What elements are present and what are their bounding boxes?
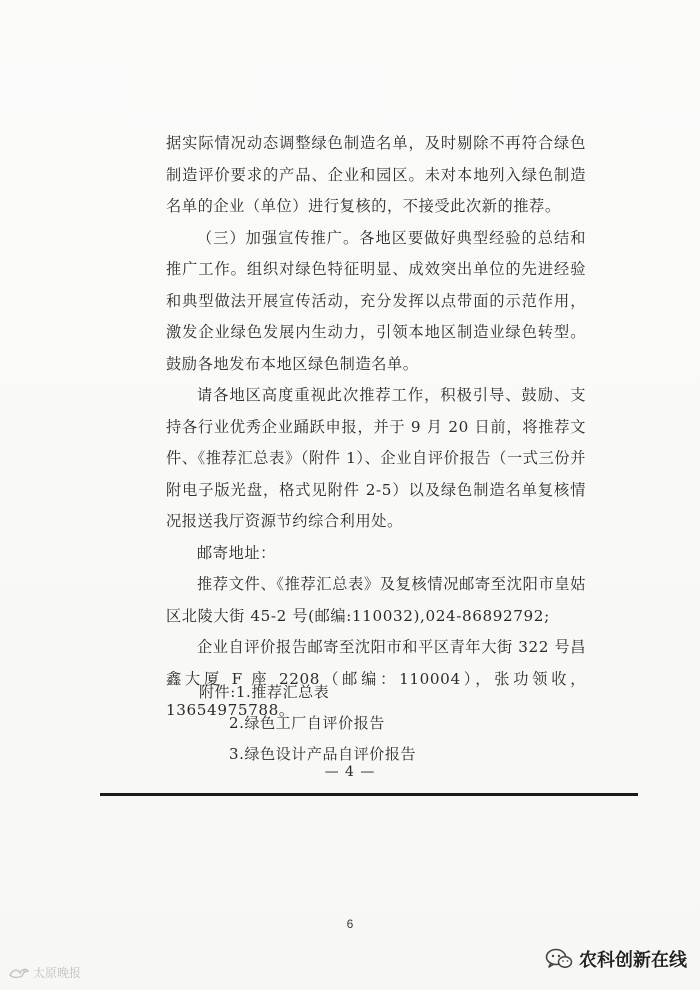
paragraph-publicity: （三）加强宣传推广。各地区要做好典型经验的总结和推广工作。组织对绿色特征明显、成效突出单位的先进经验和典型做法开展宣传活动，充分发挥以点带面的示范作用，激发企业绿色发展内生动力，引领本地区制造业绿色转型。鼓励各地发布本地区绿色制造名单。 <box>166 228 586 373</box>
paragraph-request: 请各地区高度重视此次推荐工作，积极引导、鼓励、支持各行业优秀企业踊跃申报，并于 9 月 20 日前，将推荐文件、《推荐汇总表》（附件 1）、企业自评价报告（一式三份并附电子版光盘，格式见附件 2-5）以及绿色制造名单复核情况报送我厅资源节约综合利用处。 <box>166 386 586 530</box>
mailing-address-heading: 邮寄地址： <box>197 543 276 562</box>
attachment-2: 2.绿色工厂自评价报告 <box>229 714 385 732</box>
wechat-icon <box>545 948 573 970</box>
page-number: — 4 — <box>324 764 376 780</box>
watermark-right <box>545 946 687 972</box>
body-text <box>166 128 586 727</box>
watermark-left-text: 太原晚报 <box>33 966 82 980</box>
watermark-right-text: 农科创新在线 <box>579 950 687 971</box>
mailing-address-1: 推荐文件、《推荐汇总表》及复核情况邮寄至沈阳市皇姑区北陵大街 45-2 号(邮编:110032),024-86892792; <box>166 575 586 625</box>
watermark-left <box>8 964 81 981</box>
bird-logo-icon <box>8 965 30 981</box>
attachments-list <box>199 677 416 770</box>
mailing-address-2: 企业自评价报告邮寄至沈阳市和平区青年大街 322 号昌鑫大厦 F 座 2208（邮编：110004），张功领收，13654975788。 <box>166 638 586 719</box>
attachment-3: 3.绿色设计产品自评价报告 <box>229 745 417 763</box>
paragraph-continuation: 据实际情况动态调整绿色制造名单，及时剔除不再符合绿色制造评价要求的产品、企业和园区。未对本地列入绿色制造名单的企业（单位）进行复核的，不接受此次新的推荐。 <box>166 134 586 215</box>
attachment-1: 附件:1.推荐汇总表 <box>199 683 330 701</box>
scan-page-number: 6 <box>346 917 354 931</box>
footer-rule <box>100 793 638 796</box>
